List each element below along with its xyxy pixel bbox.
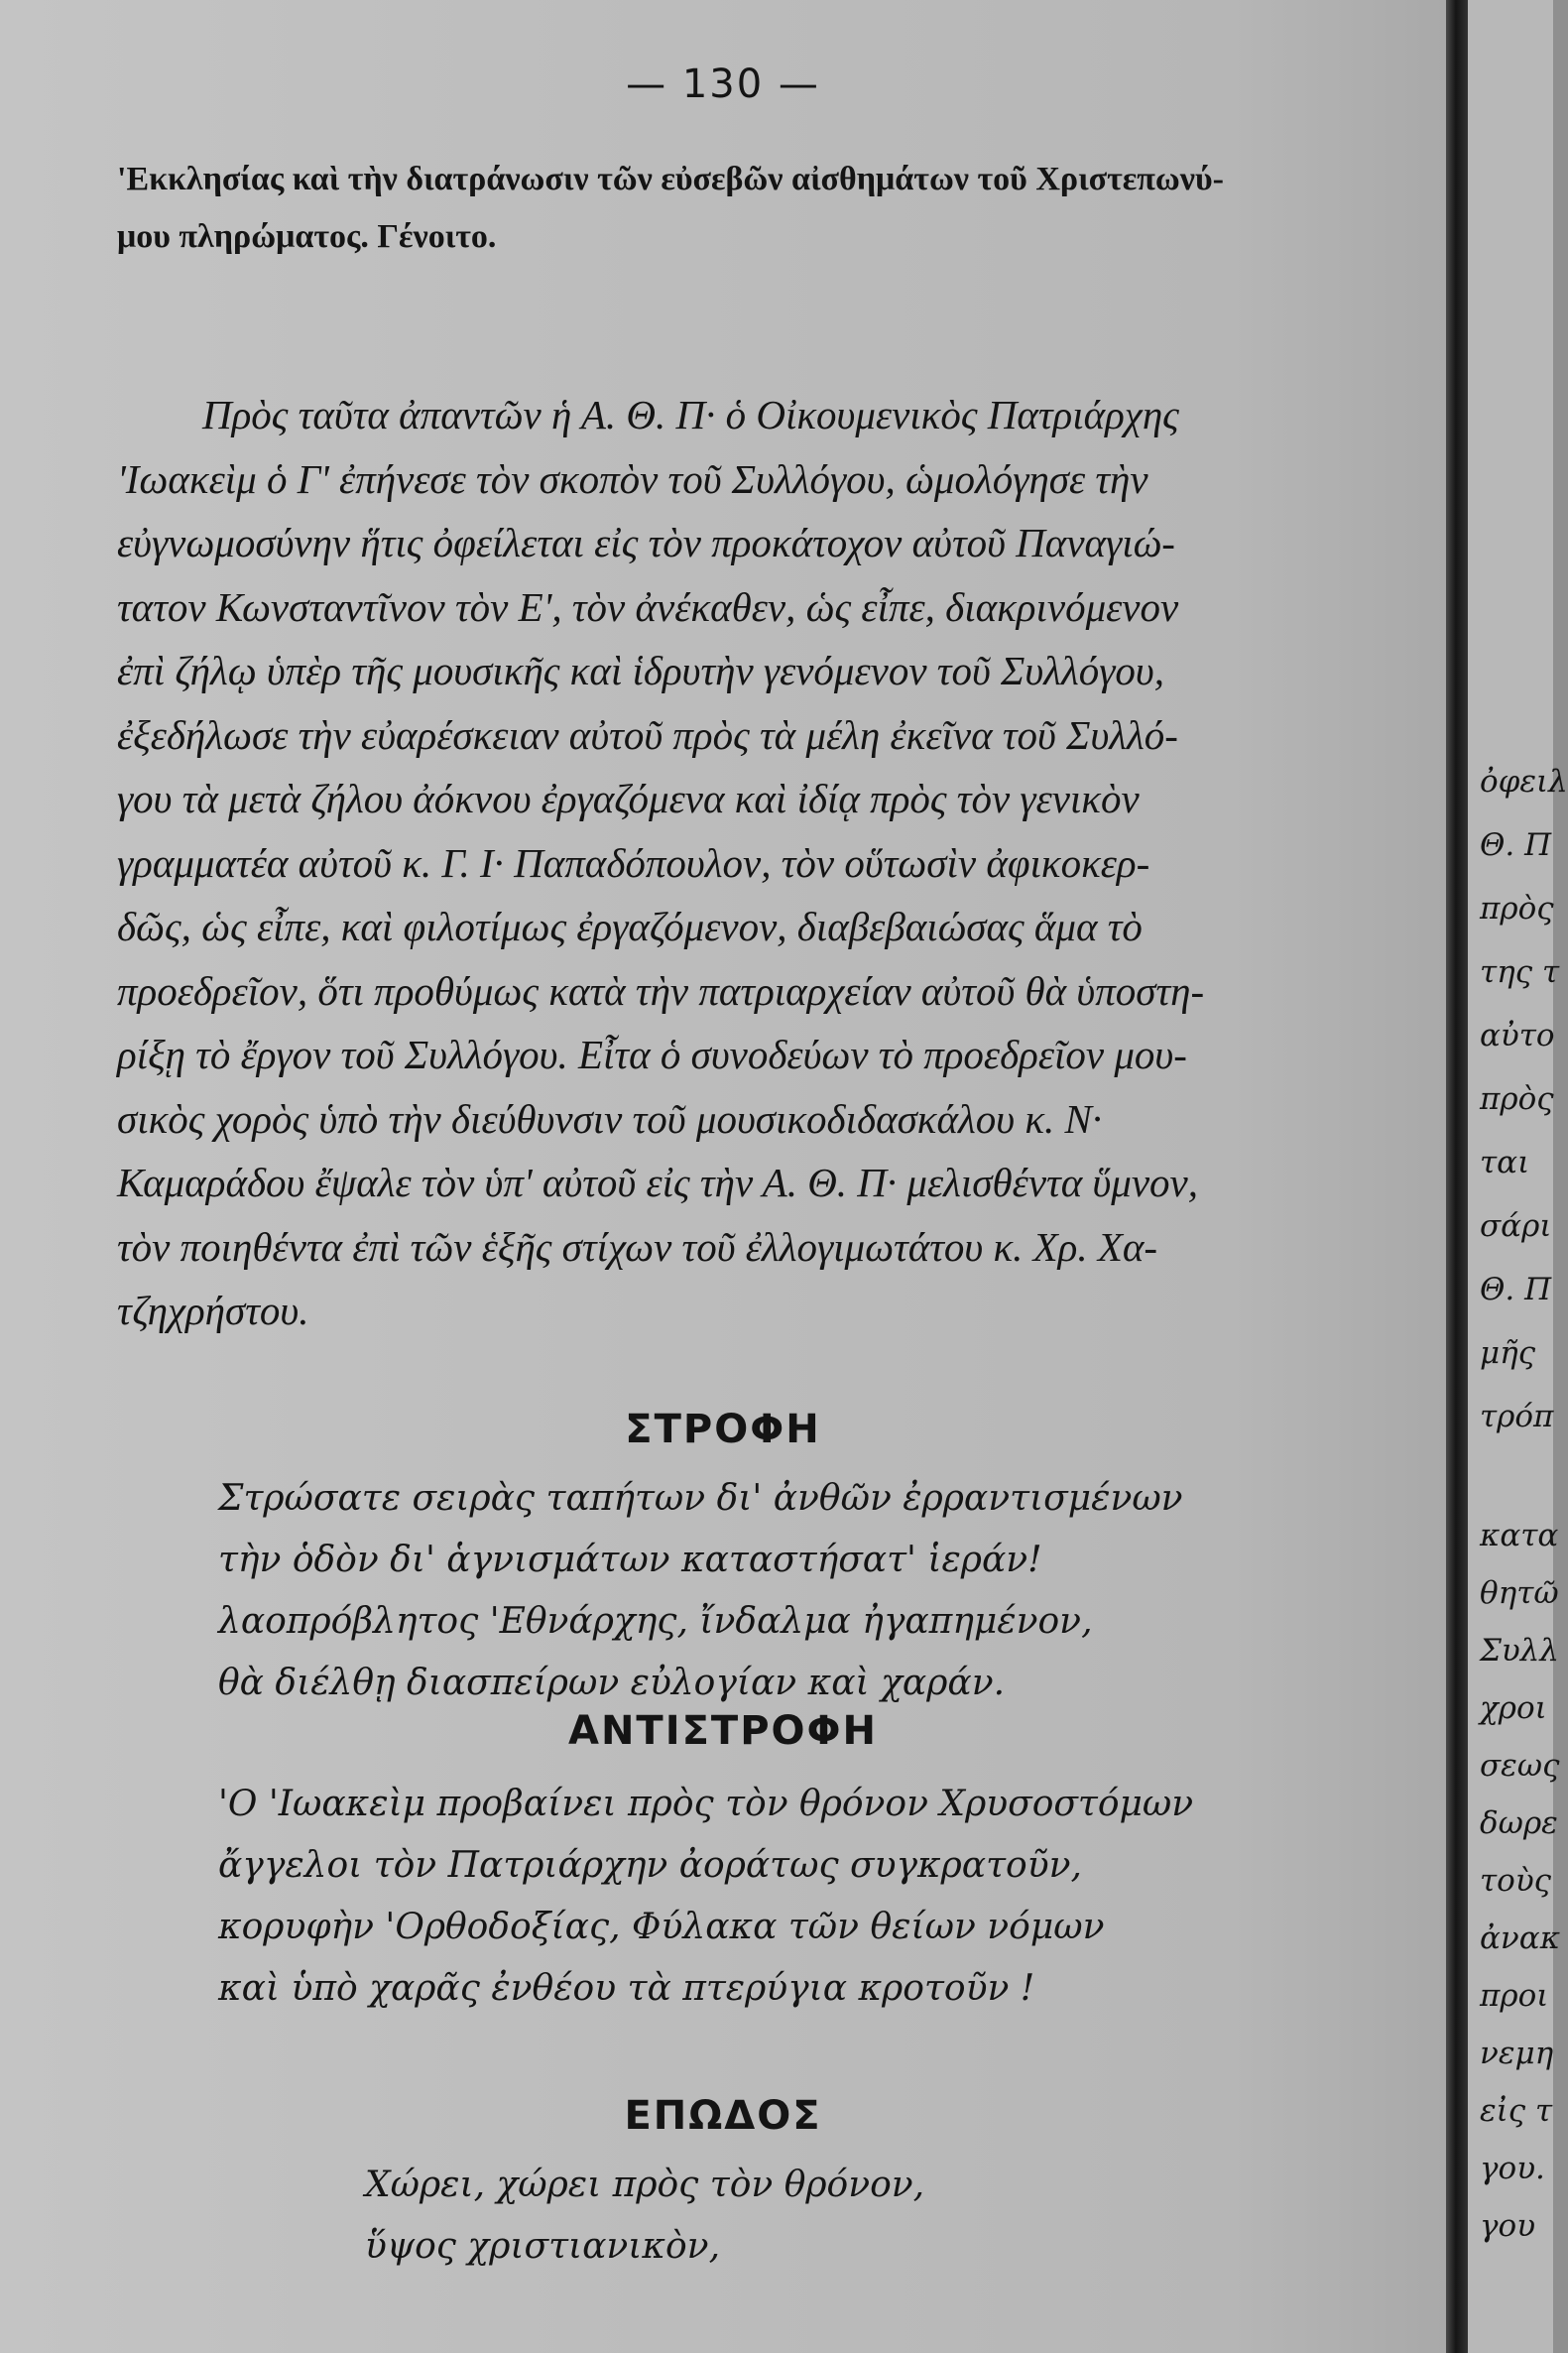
text-line: τὸν ποιηθέντα ἐπὶ τῶν ἑξῆς στίχων τοῦ ἐλλογιμωτάτου κ. Χρ. Χα- <box>117 1223 1158 1270</box>
text-line: τατον Κωνσταντῖνον τὸν Ε', τὸν ἀνέκαθεν, ὡς εἶπε, διακρινόμενον <box>117 583 1179 630</box>
facing-page-fragment: ἀνακ <box>1480 1920 1561 1956</box>
text-line: προεδρεῖον, ὅτι προθύμως κατὰ τὴν πατριαρχείαν αὐτοῦ θὰ ὑποστη- <box>117 967 1205 1014</box>
text-line: εὐγνωμοσύνην ἥτις ὀφείλεται εἰς τὸν προκάτοχον αὐτοῦ Παναγιώ- <box>117 520 1175 565</box>
verse-line: κορυφὴν 'Ορθοδοξίας, Φύλακα τῶν θείων νόμων <box>218 1907 1105 1947</box>
verse-line: ἄγγελοι τὸν Πατριάρχην ἀοράτως συγκρατοῦν, <box>218 1845 1082 1886</box>
facing-page-fragment: γου <box>1480 2208 1536 2244</box>
text-line: 'Ιωακεὶμ ὁ Γ' ἐπήνεσε τὸν σκοπὸν τοῦ Συλλόγου, ὡμολόγησε τὴν <box>117 455 1148 502</box>
facing-page-fragment: εἰς τ <box>1480 2093 1553 2129</box>
intro-paragraph <box>117 151 1377 266</box>
text-line: τζηχρήστου. <box>117 1288 309 1333</box>
verse-line: Στρώσατε σειρὰς ταπήτων δι' ἀνθῶν ἐρραντισμένων <box>218 1478 1183 1519</box>
facing-page-fragment: ται <box>1480 1145 1530 1180</box>
facing-page-fragment: Θ. Π <box>1480 1272 1552 1307</box>
text-line: Πρὸς ταῦτα ἀπαντῶν ἡ Α. Θ. Π· ὁ Οἰκουμενικὸς Πατριάρχης <box>202 392 1179 437</box>
facing-page-fragment: γου. <box>1480 2151 1545 2186</box>
facing-page-fragment: πρὸς <box>1480 891 1554 927</box>
verse-line: 'Ο 'Ιωακεὶμ προβαίνει πρὸς τὸν θρόνον Χρυσοστόμων <box>218 1784 1194 1824</box>
strophe-verse <box>218 1468 1183 1714</box>
epode-verse <box>365 2155 924 2278</box>
main-paragraph <box>117 383 1406 1343</box>
verse-line: θὰ διέλθῃ διασπείρων εὐλογίαν καὶ χαράν. <box>218 1663 1006 1703</box>
text-line: ρίξῃ τὸ ἔργον τοῦ Συλλόγου. Εἶτα ὁ συνοδεύων τὸ προεδρεῖον μου- <box>117 1032 1187 1077</box>
facing-page-fragment: προι <box>1480 1978 1549 2014</box>
text-line: γραμματέα αὐτοῦ κ. Γ. Ι· Παπαδόπουλον, τὸν οὕτωσὶν ἀφικοκερ- <box>117 839 1150 886</box>
text-line: 'Εκκλησίας καὶ τὴν διατράνωσιν τῶν εὐσεβῶν αἰσθημάτων τοῦ Χριστεπωνύ- <box>117 161 1224 197</box>
facing-page-fragment: κατα <box>1480 1518 1559 1553</box>
verse-line: λαοπρόβλητος 'Εθνάρχης, ἴνδαλμα ἠγαπημένον, <box>218 1601 1093 1642</box>
page-number: — 130 — <box>626 62 820 107</box>
verse-line: Χώρει, χώρει πρὸς τὸν θρόνον, <box>365 2165 925 2205</box>
epode-heading: ΕΠΩΔΟΣ <box>624 2093 822 2139</box>
strophe-heading: ΣΤΡΟΦΗ <box>625 1407 821 1452</box>
facing-page-fragment: σάρι <box>1480 1208 1552 1244</box>
facing-page-fragment: Θ. Π <box>1480 827 1552 863</box>
verse-line: καὶ ὑπὸ χαρᾶς ἐνθέου τὰ πτερύγια κροτοῦν ! <box>218 1968 1035 2009</box>
text-line: σικὸς χορὸς ὑπὸ τὴν διεύθυνσιν τοῦ μουσικοδιδασκάλου κ. Ν· <box>117 1095 1103 1142</box>
facing-page-fragment: σεως <box>1480 1748 1560 1784</box>
facing-page-fragment: της τ <box>1480 954 1560 990</box>
text-line: γου τὰ μετὰ ζήλου ἀόκνου ἐργαζόμενα καὶ ἰδίᾳ πρὸς τὸν γενικὸν <box>117 776 1140 821</box>
facing-page-fragment: Συλλ <box>1480 1633 1560 1669</box>
facing-page-fragment: αὐτο <box>1480 1018 1555 1053</box>
facing-page-fragment: δωρε <box>1480 1805 1558 1841</box>
facing-page-fragment: μῆς <box>1480 1335 1536 1371</box>
antistrophe-verse <box>218 1774 1193 2020</box>
facing-page-fragment: νεμη <box>1480 2036 1554 2071</box>
facing-page-fragment: χροι <box>1480 1690 1547 1726</box>
facing-page-edge <box>1468 0 1568 2353</box>
facing-page-fragment: θητῶ <box>1480 1575 1559 1611</box>
text-line: δῶς, ὡς εἶπε, καὶ φιλοτίμως ἐργαζόμενον, διαβεβαιώσας ἅμα τὸ <box>117 904 1143 949</box>
text-line: Καμαράδου ἔψαλε τὸν ὑπ' αὐτοῦ εἰς τὴν Α. Θ. Π· μελισθέντα ὕμνον, <box>117 1160 1199 1205</box>
text-line: μου πληρώματος. Γένοιτο. <box>117 218 497 255</box>
text-line: ἐπὶ ζήλῳ ὑπὲρ τῆς μουσικῆς καὶ ἱδρυτὴν γενόμενον τοῦ Συλλόγου, <box>117 648 1164 693</box>
verse-line: τὴν ὁδὸν δι' ἁγνισμάτων καταστήσατ' ἱεράν! <box>218 1540 1042 1580</box>
antistrophe-heading: ΑΝΤΙΣΤΡΟΦΗ <box>567 1708 878 1754</box>
book-gutter <box>1446 0 1468 2353</box>
facing-page-fragment: πρὸς <box>1480 1081 1554 1117</box>
verse-line: ὕψος χριστιανικὸν, <box>365 2226 721 2267</box>
text-line: ἐξεδήλωσε τὴν εὐαρέσκειαν αὐτοῦ πρὸς τὰ μέλη ἐκεῖνα τοῦ Συλλό- <box>117 711 1178 758</box>
facing-page-fragment: ὀφειλ <box>1480 764 1568 800</box>
facing-page-fragment: τρόπ <box>1480 1399 1554 1434</box>
facing-page-fragment: τοὺς <box>1480 1863 1552 1899</box>
